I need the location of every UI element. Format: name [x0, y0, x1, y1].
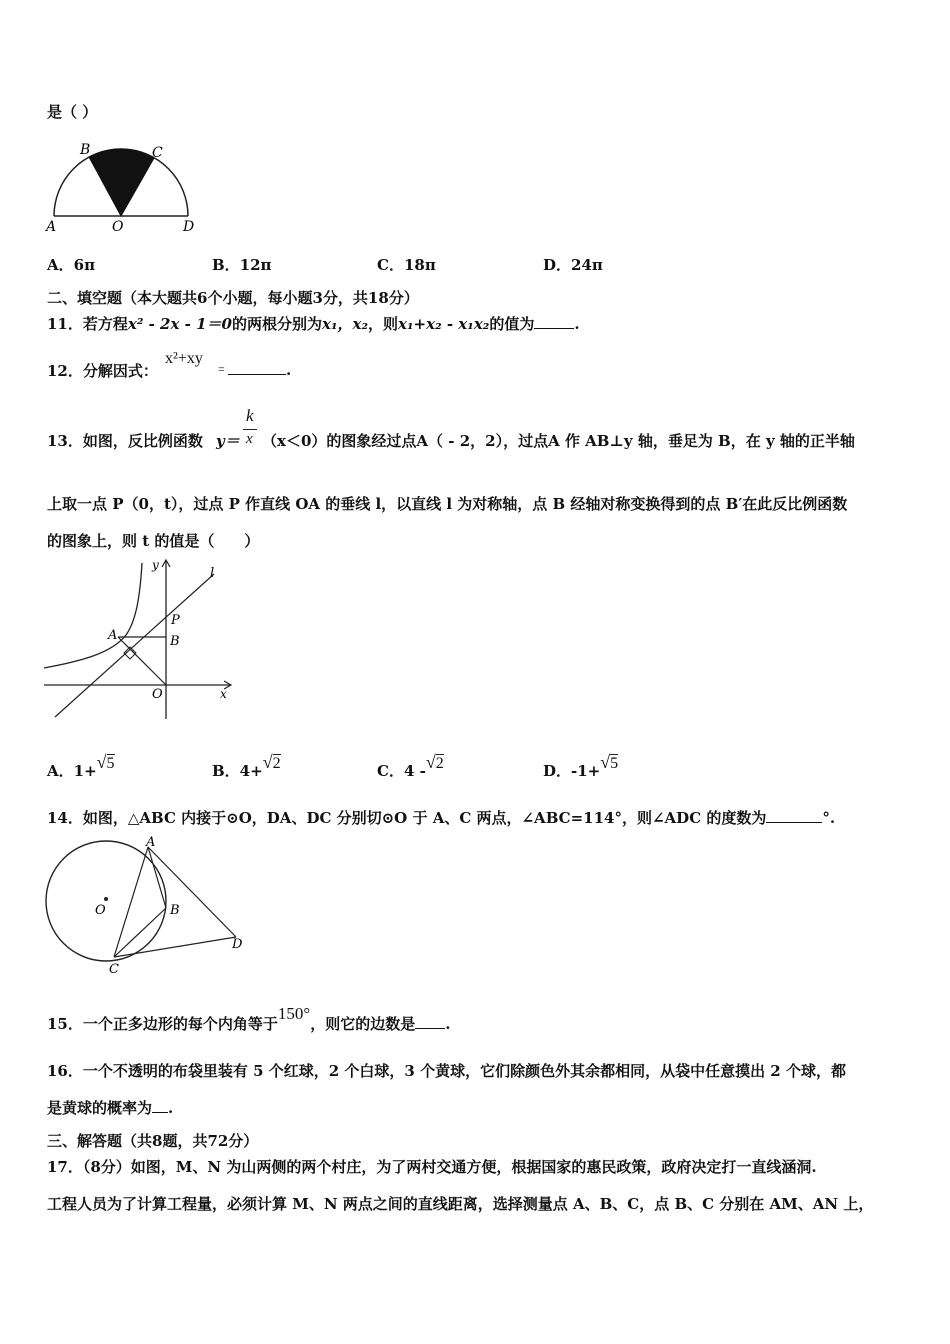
q14-answer-blank[interactable] [766, 808, 822, 823]
q11-roots: x₁，x₂ [322, 315, 369, 333]
q11-then: ，则 [368, 315, 399, 333]
q14-label-o: O [95, 903, 106, 918]
section3-title: 三、解答题（共8题，共72分） [47, 1132, 259, 1150]
q13-frac-bar [243, 429, 257, 430]
q15-answer-blank[interactable] [415, 1014, 445, 1029]
q11-prefix: 11．若方程 [47, 315, 128, 333]
q13-label-o: O [152, 687, 163, 702]
section2-title: 二、填空题（本大题共6个小题，每小题3分，共18分） [47, 289, 419, 307]
q13-segment-ao [118, 637, 166, 685]
q13-cond-text: （x＜0）的图象经过点 [262, 432, 417, 450]
q17-line2: 工程人员为了计算工程量，必须计算 M、N 两点之间的直线距离，选择测量点 A、B、C，点 B、C 分别在 AM、AN 上， [47, 1195, 874, 1213]
q13-label-p: P [171, 613, 180, 628]
q16-line1: 16．一个不透明的布袋里装有 5 个红球，2 个白球，3 个黄球，它们除颜色外其余都相同，从袋中任意摸出 2 个球，都 [47, 1062, 846, 1080]
q13-option-a: A．1+√5 [47, 752, 115, 780]
q11-line: 11．若方程x² - 2x - 1＝0的两根分别为x₁，x₂，则x₁+x₂ - x₁x₂的值为 . [47, 315, 580, 333]
q13-line3: 的图象上，则 t 的值是（ ） [47, 532, 260, 550]
q10-option-a: A．6π [47, 256, 96, 274]
q12-expr: x²+xy [165, 350, 203, 367]
q11-mid: 的两根分别为 [231, 315, 322, 333]
q13-label-a: A [108, 628, 118, 643]
q10-shaded-sector [89, 149, 154, 216]
q14-figure [40, 835, 255, 980]
q13-option-c-radicand: 2 [435, 755, 444, 772]
q16-line2: 是黄球的概率为 . [47, 1099, 174, 1117]
q10-label-o: O [112, 219, 124, 235]
q13-label-y: y [152, 558, 159, 572]
q13-figure [42, 557, 237, 725]
q12-eq: = [218, 362, 225, 376]
q10-option-b: B．12π [212, 256, 272, 274]
q13-option-d-radicand: 5 [610, 755, 619, 772]
q13-label-x: x [220, 687, 227, 701]
q10-label-c: C [152, 145, 163, 161]
q15-value: 150° [277, 1004, 311, 1023]
q13-option-c-prefix: C．4 - [377, 762, 426, 780]
q11-answer-blank[interactable] [534, 314, 574, 329]
q16-line2-text: 是黄球的概率为 [47, 1099, 153, 1117]
q13-option-a-prefix: A．1+ [47, 762, 97, 780]
q13-y-eq: y＝ [216, 432, 240, 450]
q13-option-d: D．-1+√5 [543, 752, 619, 780]
q15-line: 15．一个正多边形的每个内角等于150°，则它的边数是 . [47, 1004, 451, 1033]
q10-label-a: A [46, 219, 57, 235]
q10-figure [42, 140, 212, 235]
q16-answer-blank[interactable] [152, 1098, 168, 1113]
q12-prefix: 12．分解因式： [47, 362, 158, 380]
q13-label-l: l [210, 566, 215, 581]
q13-frac-x: x [246, 431, 253, 447]
q13-option-c: C．4 -√2 [377, 752, 444, 780]
q13-frac-k: k [246, 406, 254, 425]
q14-label-c: C [109, 962, 119, 977]
q13-option-b-radicand: 2 [272, 755, 281, 772]
q10-label-d: D [183, 219, 195, 235]
q13-prefix: 13．如图，反比例函数 [47, 432, 203, 450]
q12-answer-blank[interactable] [228, 360, 286, 375]
q14-line [47, 807, 835, 828]
q14-text: 14．如图，△ABC 内接于⊙O，DA、DC 分别切⊙O 于 A、C 两点，∠ABC=114°，则∠ADC 的度数为 [47, 809, 767, 827]
q13-line1-rest: A 作 AB⊥y 轴，垂足为 B，在 y 轴的正半轴 [548, 432, 855, 450]
q13-option-d-prefix: D．-1+ [543, 762, 601, 780]
q10-label-b: B [80, 142, 91, 158]
q13-cond [262, 430, 855, 451]
q12-line [47, 360, 158, 381]
q17-line1: 17．（8分）如图，M、N 为山两侧的两个村庄，为了两村交通方便，根据国家的惠民政策，政府决定打一直线涵洞. [47, 1158, 817, 1176]
q13-point-a: A（ - 2，2），过点 [416, 432, 549, 450]
q14-suffix: °. [822, 809, 836, 827]
q13-line-l [55, 574, 214, 717]
q14-label-d: D [232, 937, 243, 952]
q14-label-b: B [170, 903, 180, 918]
q13-option-b-prefix: B．4+ [212, 762, 263, 780]
q10-option-d: D．24π [543, 256, 603, 274]
q15-prefix: 15．一个正多边形的每个内角等于 [47, 1015, 278, 1033]
q10-tail: 是（ ） [47, 103, 98, 121]
q11-equation: x² - 2x - 1＝0 [127, 315, 232, 333]
q11-suffix: 的值为 [489, 315, 535, 333]
q13-line2: 上取一点 P（0，t），过点 P 作直线 OA 的垂线 l，以直线 l 为对称轴，点 B 经轴对称变换得到的点 B′在此反比例函数 [47, 495, 848, 513]
q13-label-b: B [170, 634, 180, 649]
q13-option-b: B．4+√2 [212, 752, 281, 780]
q13-option-a-radicand: 5 [106, 755, 115, 772]
q14-center-dot [104, 897, 108, 901]
q14-label-a: A [146, 835, 156, 850]
q15-suffix: ，则它的边数是 [310, 1015, 416, 1033]
q11-expr: x₁+x₂ - x₁x₂ [398, 315, 490, 333]
q10-option-c: C．18π [377, 256, 436, 274]
